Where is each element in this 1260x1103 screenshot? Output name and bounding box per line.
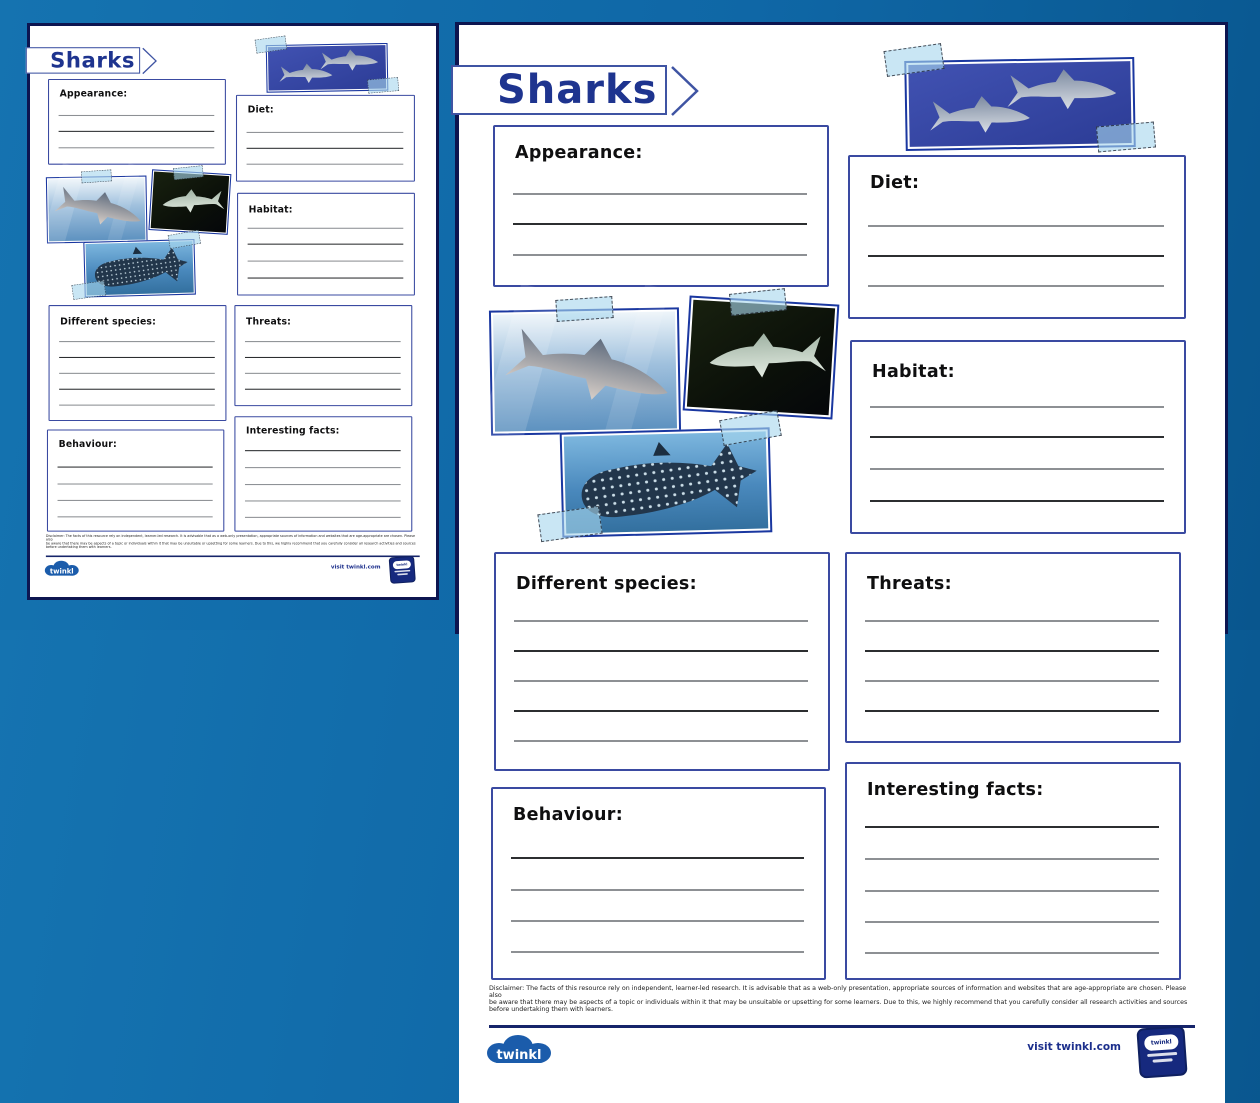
writing-line bbox=[248, 261, 404, 262]
sheet-mount-left bbox=[30, 26, 436, 597]
writing-line bbox=[58, 500, 213, 501]
habitat-section bbox=[850, 340, 1186, 534]
interesting-facts-section bbox=[234, 416, 412, 531]
appearance-section bbox=[48, 79, 226, 165]
writing-line bbox=[865, 921, 1159, 923]
page-title: Sharks bbox=[497, 67, 658, 113]
writing-line bbox=[514, 620, 808, 622]
writing-line bbox=[511, 889, 804, 891]
worksheet-zoomed-preview bbox=[455, 22, 1228, 1063]
writing-line bbox=[870, 500, 1164, 502]
writing-line bbox=[59, 373, 215, 374]
writing-line bbox=[870, 406, 1164, 408]
threats-label: Threats: bbox=[246, 316, 291, 328]
writing-line bbox=[513, 193, 807, 195]
different-species-section bbox=[49, 305, 227, 421]
different-species-label: Different species: bbox=[516, 574, 697, 594]
writing-line bbox=[865, 650, 1159, 652]
writing-line bbox=[58, 483, 213, 484]
twinkl-quality-badge bbox=[389, 556, 416, 584]
writing-line bbox=[59, 389, 215, 390]
behaviour-section bbox=[491, 787, 826, 980]
sheet-mount-right bbox=[459, 25, 1225, 1103]
disclaimer-line: Disclaimer: The facts of this resource rely on independent, learner-led research. It is advisable that as a web-only presentation, appropriate sources of information and websites that are age-appropriate are chosen. Please also bbox=[45, 534, 416, 542]
tape-decoration bbox=[719, 410, 782, 446]
disclaimer-line: be aware that there may be aspects of a topic or individuals within it that may be unsuitable or upsetting for some learners. Due to this, we highly recommend that you carefully consider all research activities and sources bbox=[489, 999, 1188, 1006]
badge-text-line bbox=[397, 573, 408, 575]
writing-line bbox=[245, 357, 401, 358]
habitat-label: Habitat: bbox=[248, 204, 293, 216]
interesting-facts-section bbox=[845, 762, 1181, 980]
writing-line bbox=[58, 516, 213, 517]
twinkl-logo-text: twinkl bbox=[49, 567, 74, 576]
tape-decoration bbox=[1096, 122, 1156, 153]
reef-shark-dark-photo bbox=[683, 296, 840, 420]
writing-line bbox=[514, 710, 808, 712]
writing-line bbox=[245, 373, 401, 374]
twinkl-logo-text: twinkl bbox=[496, 1048, 542, 1063]
writing-line bbox=[59, 405, 215, 406]
disclaimer-line: Disclaimer: The facts of this resource rely on independent, learner-led research. It is advisable that as a web-only presentation, appropriate sources of information and websites that are age-appropriate are chosen. Please also bbox=[489, 985, 1187, 999]
reef-shark-dark-photo bbox=[148, 169, 231, 235]
writing-line bbox=[247, 132, 404, 133]
banner-chevron-icon bbox=[141, 47, 158, 75]
badge-text-line bbox=[1153, 1058, 1173, 1062]
worksheet-full-page-preview bbox=[27, 23, 439, 600]
page-title: Sharks bbox=[50, 48, 136, 73]
writing-line bbox=[513, 223, 807, 225]
disclaimer-line: before undertaking them with learners. bbox=[489, 1006, 613, 1013]
writing-line bbox=[247, 148, 404, 149]
writing-line bbox=[511, 920, 804, 922]
writing-line bbox=[58, 467, 213, 468]
worksheet-page bbox=[30, 26, 436, 597]
disclaimer-text bbox=[46, 534, 418, 549]
writing-line bbox=[245, 389, 401, 390]
visit-twinkl-link-text: visit twinkl.com bbox=[330, 563, 381, 571]
diet-label: Diet: bbox=[870, 173, 920, 193]
writing-line bbox=[870, 468, 1164, 470]
writing-line bbox=[245, 341, 401, 342]
badge-cloud-icon: twinkl bbox=[393, 560, 412, 569]
tape-decoration bbox=[168, 230, 201, 249]
badge-text-line bbox=[1147, 1052, 1177, 1057]
tape-decoration bbox=[555, 296, 613, 322]
writing-line bbox=[513, 254, 807, 256]
writing-line bbox=[59, 115, 215, 116]
diet-section bbox=[236, 95, 415, 182]
disclaimer-text bbox=[489, 985, 1191, 1013]
writing-line bbox=[245, 517, 401, 518]
writing-line bbox=[247, 164, 404, 165]
appearance-section bbox=[493, 125, 829, 287]
visit-twinkl-link-text: visit twinkl.com bbox=[1027, 1041, 1121, 1053]
different-species-section bbox=[494, 552, 830, 771]
writing-line bbox=[245, 450, 401, 451]
writing-line bbox=[870, 436, 1164, 438]
badge-text-line bbox=[394, 570, 410, 573]
twinkl-logo bbox=[44, 560, 81, 579]
writing-line bbox=[511, 857, 804, 859]
appearance-label: Appearance: bbox=[59, 88, 128, 100]
writing-line bbox=[245, 484, 401, 485]
writing-line bbox=[514, 650, 808, 652]
disclaimer-line: before undertaking them with learners. bbox=[45, 545, 112, 550]
writing-line bbox=[59, 341, 215, 342]
writing-line bbox=[865, 890, 1159, 892]
grey-reef-shark-photo bbox=[46, 176, 148, 244]
writing-line bbox=[865, 710, 1159, 712]
habitat-label: Habitat: bbox=[872, 362, 955, 382]
threats-section bbox=[845, 552, 1181, 743]
writing-line bbox=[248, 278, 404, 279]
badge-cloud-icon: twinkl bbox=[1144, 1034, 1179, 1051]
worksheet-page bbox=[459, 25, 1225, 1103]
threats-section bbox=[234, 305, 412, 406]
footer-divider bbox=[489, 1025, 1195, 1028]
different-species-label: Different species: bbox=[60, 316, 156, 328]
diet-label: Diet: bbox=[247, 104, 274, 115]
banner-chevron-icon bbox=[669, 65, 701, 117]
writing-line bbox=[865, 680, 1159, 682]
tape-decoration bbox=[81, 170, 112, 184]
writing-line bbox=[245, 467, 401, 468]
interesting-facts-label: Interesting facts: bbox=[867, 780, 1044, 800]
writing-line bbox=[59, 147, 215, 148]
behaviour-label: Behaviour: bbox=[513, 805, 623, 825]
writing-line bbox=[514, 740, 808, 742]
writing-line bbox=[245, 500, 401, 501]
tape-decoration bbox=[367, 77, 399, 93]
writing-line bbox=[514, 680, 808, 682]
writing-line bbox=[248, 244, 404, 245]
writing-line bbox=[59, 357, 215, 358]
writing-line bbox=[865, 826, 1159, 828]
writing-line bbox=[248, 228, 404, 229]
twinkl-logo bbox=[485, 1033, 555, 1069]
writing-line bbox=[868, 225, 1164, 227]
writing-line bbox=[865, 858, 1159, 860]
threats-label: Threats: bbox=[867, 574, 952, 594]
title-banner bbox=[451, 65, 667, 115]
behaviour-label: Behaviour: bbox=[58, 439, 117, 450]
writing-line bbox=[511, 951, 804, 953]
interesting-facts-label: Interesting facts: bbox=[246, 425, 340, 437]
writing-line bbox=[868, 255, 1164, 257]
appearance-label: Appearance: bbox=[515, 143, 643, 163]
writing-line bbox=[865, 952, 1159, 954]
grey-reef-shark-photo bbox=[489, 307, 681, 435]
title-banner bbox=[26, 47, 140, 73]
disclaimer-line: be aware that there may be aspects of a topic or individuals within it that may be unsuitable or upsetting for some learners. Due to this, we highly recommend that you carefully consider all research activities and sources bbox=[45, 541, 416, 546]
diet-section bbox=[848, 155, 1186, 319]
writing-line bbox=[868, 285, 1164, 287]
twinkl-quality-badge bbox=[1136, 1025, 1187, 1078]
behaviour-section bbox=[47, 429, 224, 531]
habitat-section bbox=[237, 193, 415, 296]
writing-line bbox=[865, 620, 1159, 622]
writing-line bbox=[59, 131, 215, 132]
footer-divider bbox=[46, 556, 420, 557]
